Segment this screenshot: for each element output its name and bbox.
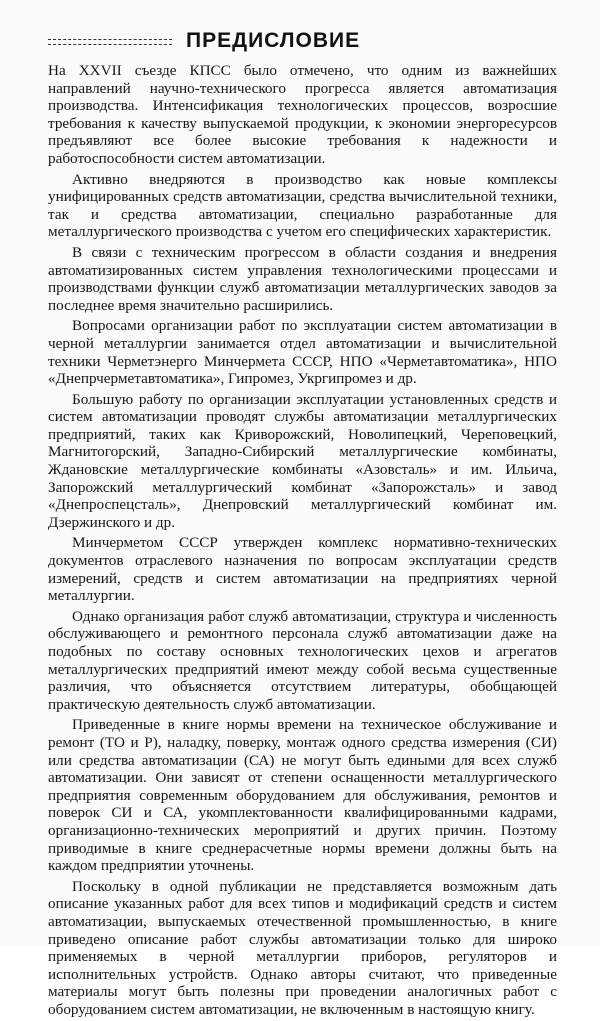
paragraph-2: Активно внедряются в производство как новые комплексы унифицированных средств автоматизации, средства вычислительной техники, так и средства автоматизации, специально разработанные для металлургического производства с учетом его специфических характеристик.	[48, 170, 557, 241]
paragraph-4: Вопросами организации работ по эксплуатации систем автоматизации в черной металлургии занимается отдел автоматизации и вычислительной техники Черметэнерго Минчермета СССР, НПО «Черметавтоматика», НПО «Днепрчерметавтоматика», Гипромез, Укргипромез и др.	[48, 317, 557, 388]
preface-text	[48, 62, 557, 1021]
paragraph-8: Приведенные в книге нормы времени на техническое обслуживание и ремонт (ТО и Р), наладку, поверку, монтаж одного средства измерения (СИ) или средства автоматизации (СА) не могут быть едиными для всех служб автоматизации. Они зависят от степени оснащенности металлургического предприятия современным оборудованием для обслуживания, ремонтов и поверок СИ и СА, укомплектованности квалифицированными кадрами, организационно-технических мероприятий и других причин. Поэтому приводимые в книге среднерасчетные нормы времени должны быть на каждом предприятии уточнены.	[48, 716, 557, 875]
paragraph-6: Минчерметом СССР утвержден комплекс нормативно-технических документов отраслевого назначения по вопросам эксплуатации средств измерений, средств и систем автоматизации на предприятиях черной металлургии.	[48, 534, 557, 605]
paragraph-5: Большую работу по организации эксплуатации установленных средств и систем автоматизации проводят службы автоматизации металлургических предприятий, таких как Криворожский, Новолипецкий, Череповецкий, Магнитогорский, Западно-Сибирский металлургические комбинаты, Ждановские металлургические комбинаты «Азовсталь» и им. Ильича, Запорожский металлургический комбинат «Запорожсталь» и завод «Днепроспецсталь», Днепровский металлургический комбинат им. Дзержинского и др.	[48, 390, 557, 531]
paragraph-3: В связи с техническим прогрессом в области создания и внедрения автоматизированных систем управления технологическими процессами и производствами функции служб автоматизации металлургических заводов за последнее время значительно расширились.	[48, 243, 557, 314]
page-title: ПРЕДИСЛОВИЕ	[186, 29, 361, 52]
paragraph-1: На XXVII съезде КПСС было отмечено, что одним из важнейших направлений научно-технического прогресса является автоматизация производства. Интенсификация технологических процессов, возросшие требования к качеству выпускаемой продукции, к экономии энергоресурсов предъявляют все более высокие требования к надежности и работоспособности систем автоматизации.	[48, 62, 557, 167]
paragraph-9: Поскольку в одной публикации не представляется возможным дать описание указанных работ для всех типов и модификаций средств и систем автоматизации, выпускаемых отечественной промышленностью, в книге приведено описание работ службы автоматизации только для широко применяемых в черной металлургии приборов, регуляторов и исполнительных устройств. Однако авторы считают, что приведенные материалы могут быть полезны при проведении аналогичных работ с оборудованием систем автоматизации, не включенным в настоящую книгу.	[48, 877, 557, 1018]
decorative-rule	[48, 39, 172, 45]
page-header	[48, 26, 558, 60]
paragraph-7: Однако организация работ служб автоматизации, структура и численность обслуживающего и ремонтного персонала служб автоматизации даже на подобных по составу основных технологических цехов и агрегатов металлургических предприятий имеют между собой весьма существенные различия, что объясняется отсутствием литературы, обобщающей практическую деятельность служб автоматизации.	[48, 607, 557, 713]
